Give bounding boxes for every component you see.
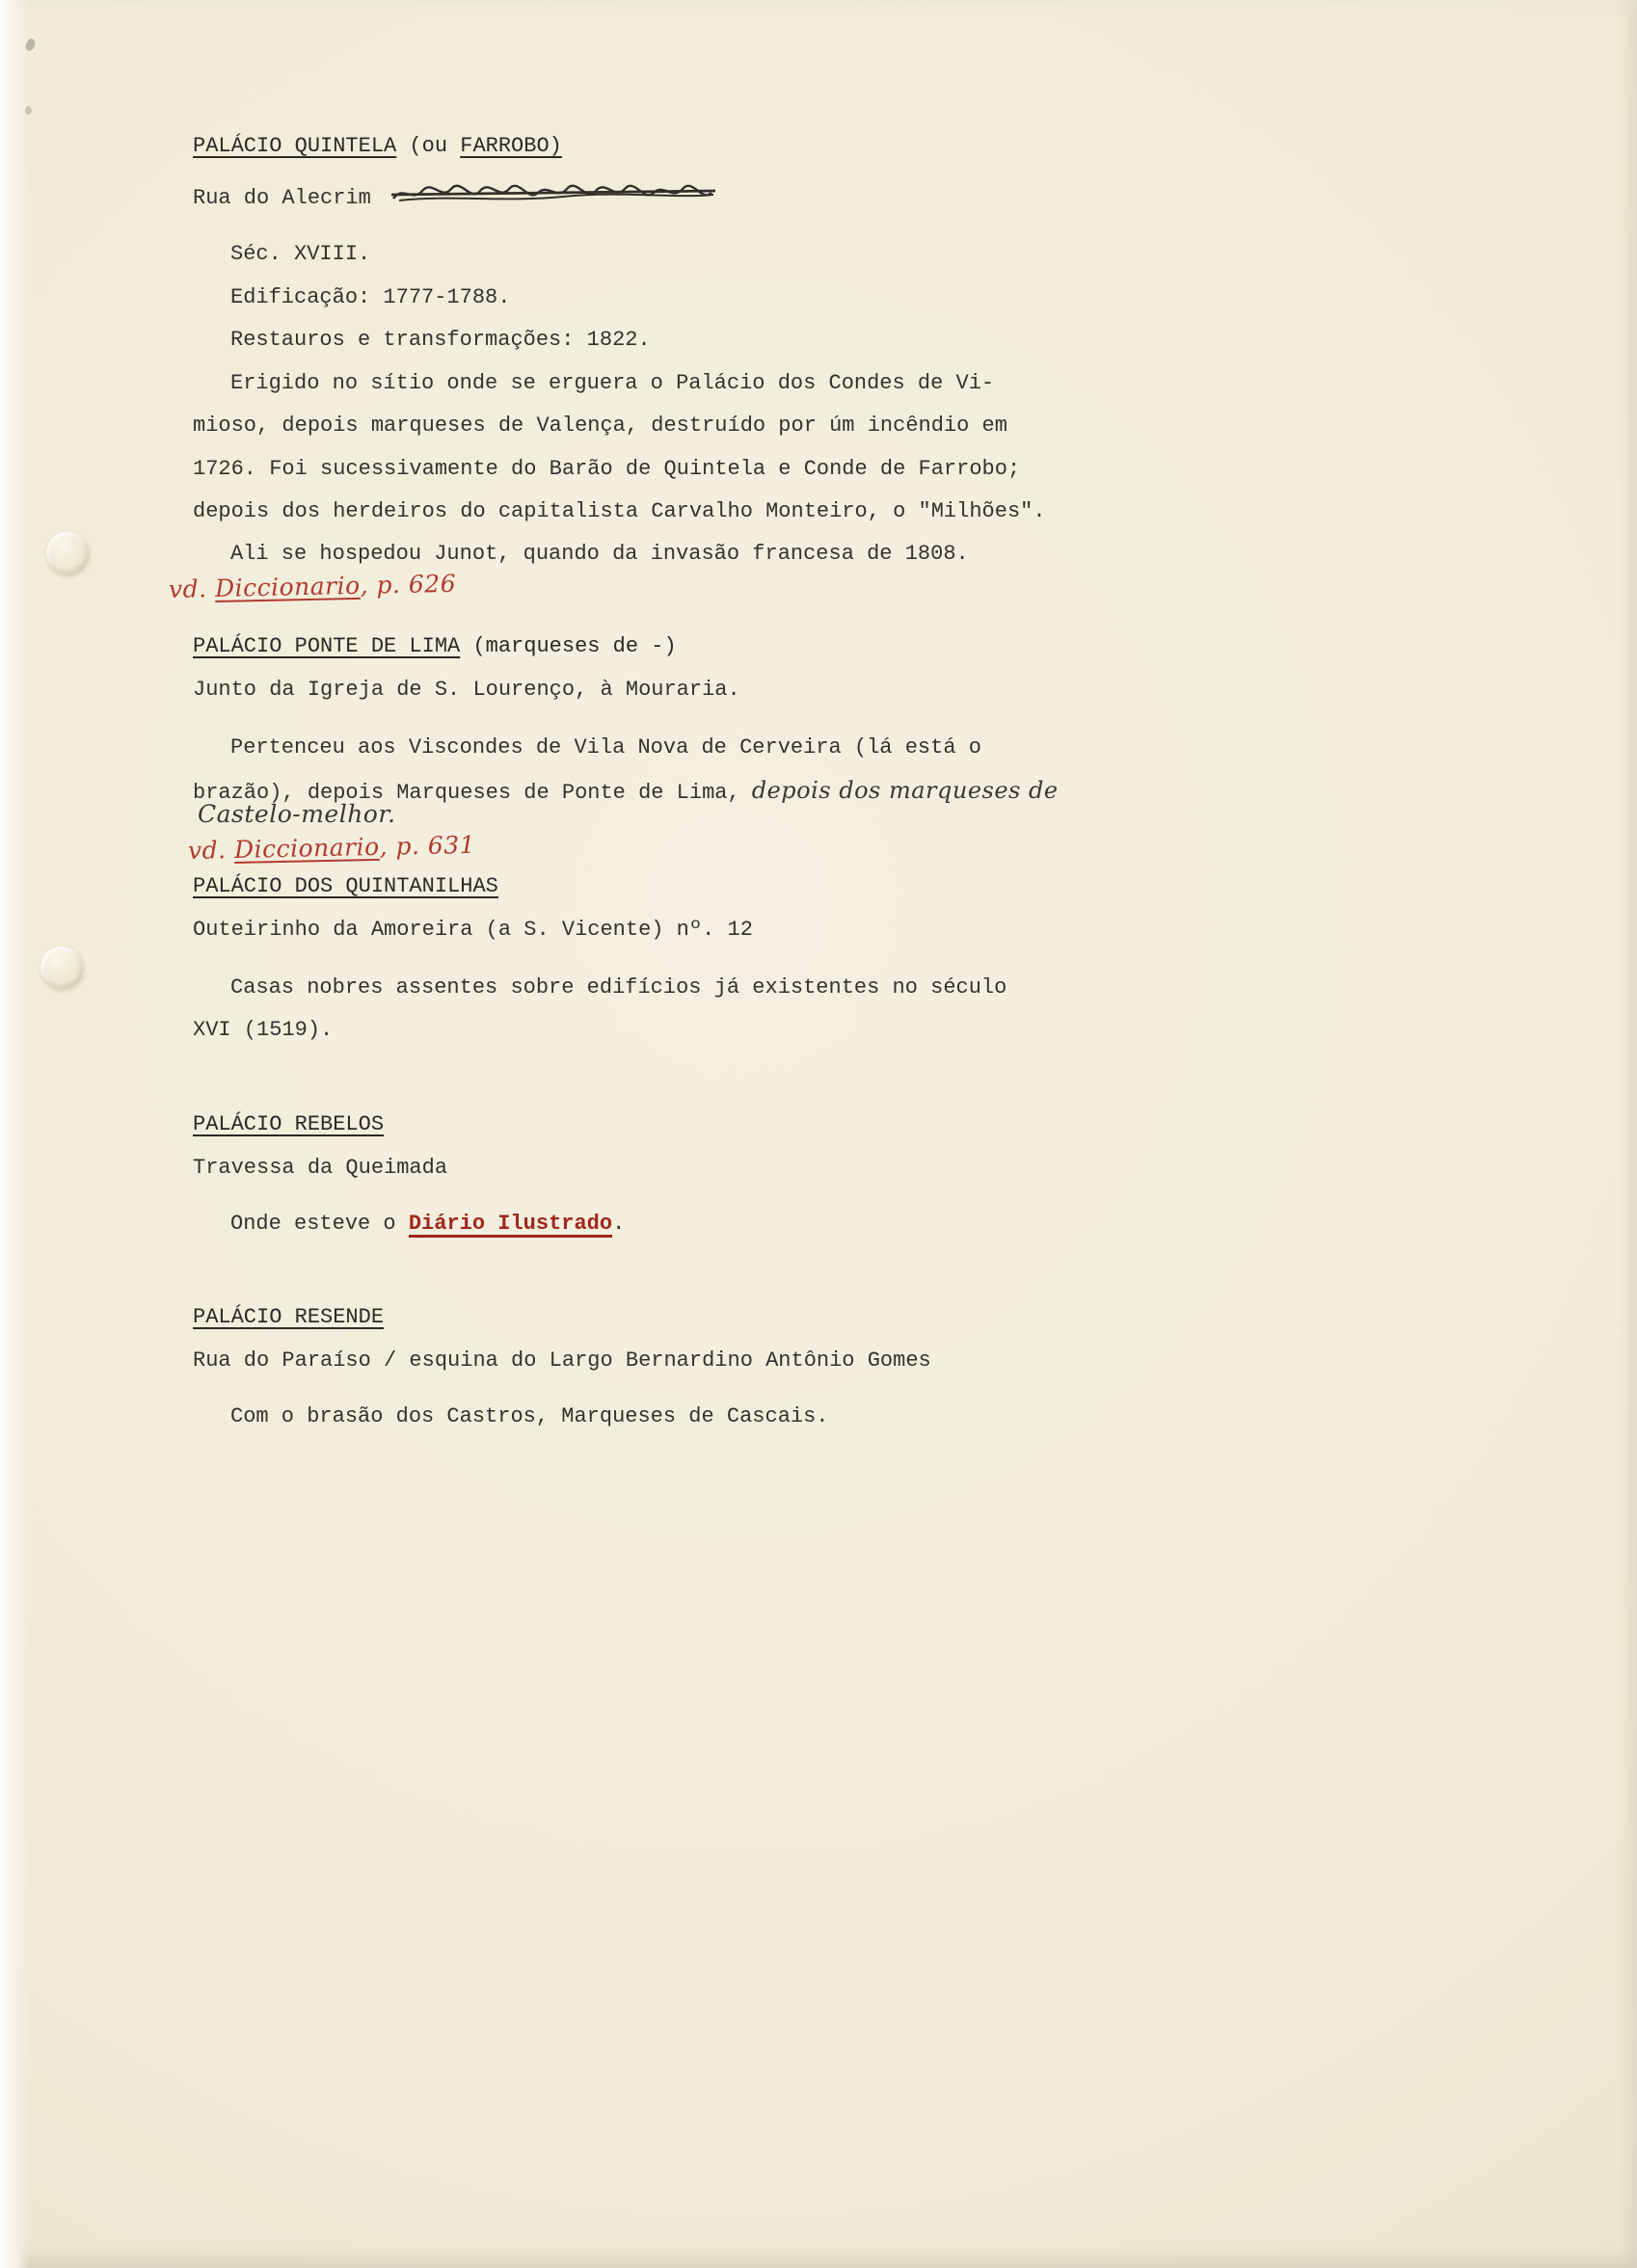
- typewritten-content: [168, 125, 1436, 1438]
- publication-title: Diário Ilustrado: [408, 1212, 613, 1236]
- address-text: Junto da Igreja de S. Lourenço, à Mouraria.: [193, 678, 740, 702]
- body-text: Ali se hospedou Junot, quando da invasão francesa de 1808.: [230, 542, 969, 566]
- crossed-out-scribble: [389, 177, 717, 210]
- heading-text: PALÁCIO DOS QUINTANILHAS: [193, 874, 498, 898]
- heading-text: PALÁCIO REBELOS: [193, 1112, 385, 1136]
- body-text: XVI (1519).: [193, 1018, 334, 1042]
- meta-text: Séc. XVIII.: [230, 242, 371, 266]
- body-text: Com o brasão dos Castros, Marqueses de Cascais.: [230, 1404, 829, 1428]
- address-text: Outeirinho da Amoreira (a S. Vicente) nº. 12: [193, 918, 753, 942]
- body-line: [193, 405, 1436, 447]
- note-page: , p. 631: [379, 830, 476, 861]
- paper-speck: [25, 106, 32, 115]
- handwritten-text: Castelo-melhor.: [198, 800, 396, 828]
- heading-text: (ou: [396, 134, 461, 158]
- body-line: [193, 727, 1436, 769]
- address-text: Travessa da Queimada: [193, 1156, 448, 1180]
- body-text: Onde esteve o: [230, 1212, 409, 1236]
- handwritten-addition: depois dos marqueses de: [751, 777, 1059, 804]
- meta-line: [193, 319, 1436, 361]
- meta-line: [193, 277, 1436, 319]
- heading-text: FARROBO): [460, 134, 562, 158]
- meta-line: [193, 233, 1436, 276]
- page-left-edge: [0, 0, 29, 2268]
- address-line: [193, 1147, 1436, 1189]
- section-heading-quintela: [193, 125, 1436, 168]
- note-title: Diccionario: [233, 832, 380, 864]
- note-page: , p. 626: [360, 569, 457, 600]
- heading-text: (marqueses de -): [460, 634, 677, 658]
- punch-hole: [40, 947, 83, 989]
- section-heading-ponte-de-lima: [193, 626, 1436, 668]
- section-heading-rebelos: [193, 1104, 1436, 1146]
- body-text: Pertenceu aos Viscondes de Vila Nova de Cerveira (lá está o: [230, 735, 981, 760]
- body-text: 1726. Foi sucessivamente do Barão de Quintela e Conde de Farrobo;: [193, 457, 1021, 481]
- section-heading-resende: [193, 1296, 1436, 1339]
- body-line: [193, 967, 1436, 1009]
- body-line: [193, 491, 1436, 533]
- heading-text: PALÁCIO RESENDE: [193, 1305, 385, 1329]
- meta-text: Restauros e transformações: 1822.: [230, 328, 651, 352]
- body-line: [193, 1396, 1436, 1438]
- section-heading-quintanilhas: [193, 866, 1436, 908]
- address-line: [193, 909, 1436, 951]
- body-line: [193, 1203, 1436, 1245]
- body-text: brazão), depois Marqueses de Ponte de Lima,: [193, 781, 740, 805]
- body-line: [193, 1009, 1436, 1052]
- note-title: Diccionario: [214, 571, 361, 602]
- body-line: [193, 448, 1436, 491]
- punch-hole: [46, 532, 89, 574]
- address-line: [193, 669, 1436, 711]
- address-text: Rua do Alecrim: [193, 186, 385, 210]
- body-text: depois dos herdeiros do capitalista Carvalho Monteiro, o "Milhões".: [193, 499, 1046, 523]
- body-text: Casas nobres assentes sobre edifícios já existentes no século: [230, 975, 1007, 1000]
- address-line: [193, 1340, 1436, 1382]
- body-text: Erigido no sítio onde se erguera o Palácio dos Condes de Vi-: [230, 371, 995, 395]
- heading-text: PALÁCIO QUINTELA: [193, 134, 397, 158]
- note-prefix: vd.: [168, 574, 216, 603]
- meta-text: Edificação: 1777-1788.: [230, 285, 511, 309]
- heading-text: PALÁCIO PONTE DE LIMA: [193, 634, 461, 658]
- note-prefix: vd.: [187, 835, 235, 865]
- body-text: mioso, depois marqueses de Valença, destruído por úm incêndio em: [193, 414, 1007, 438]
- body-text: .: [612, 1212, 626, 1236]
- address-line: [193, 177, 1436, 220]
- address-text: Rua do Paraíso / esquina do Largo Bernardino Antônio Gomes: [193, 1348, 931, 1373]
- body-line: [193, 362, 1436, 405]
